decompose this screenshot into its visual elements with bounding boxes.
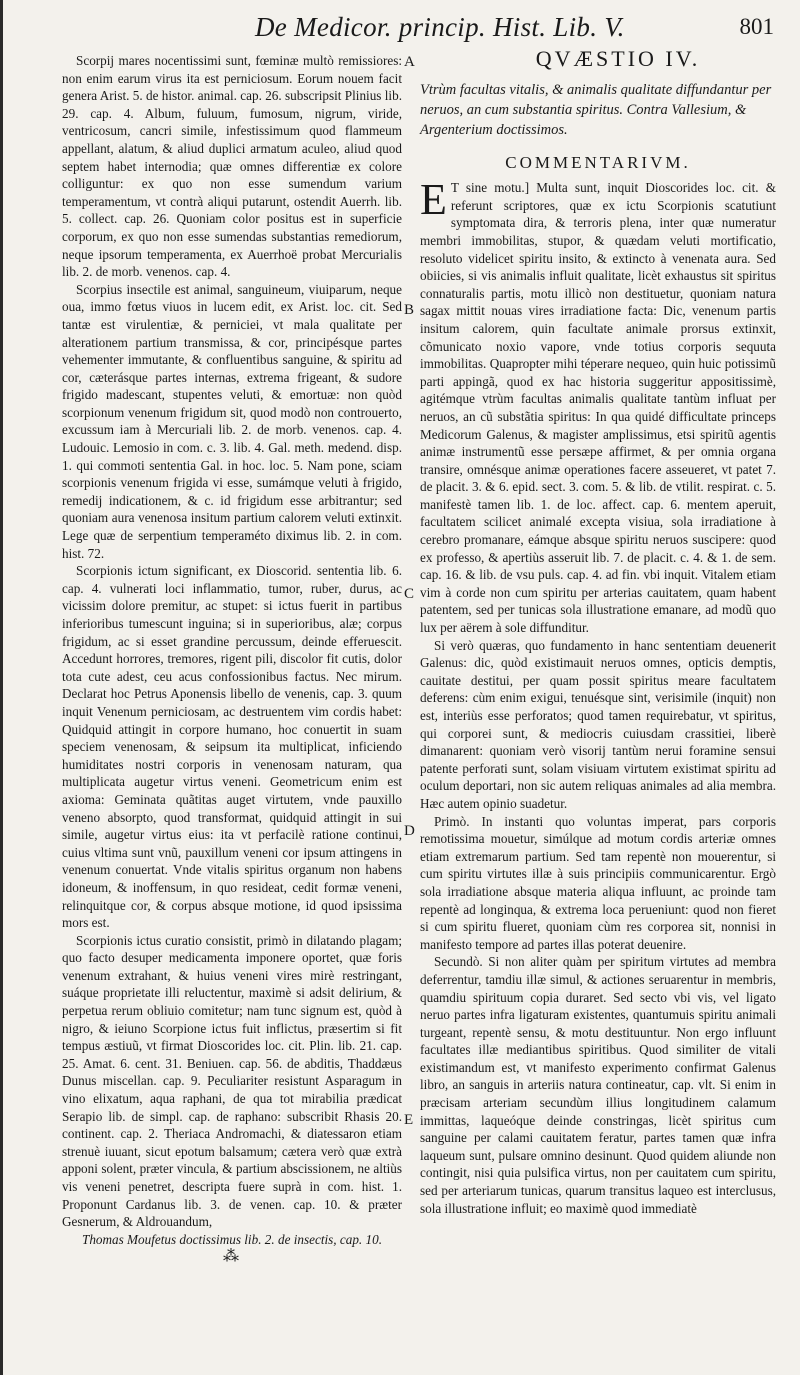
margin-letter-b: B — [404, 302, 415, 318]
left-paragraph-2: Scorpius insectile est animal, sanguineum, viuiparum, neque oua, immo fœtus viuos in lucem edit, ex Arist. loc. cit. Sed tantæ est virulentiæ, & perniciei, vt mala qualitate per alterationem partium transmissa, & cor, principésque partes vehementer immutante, & confluentibus sanguine, & spiritu ad cor, cæterásque partes internas, extrema frigeant, & sudore frigido madescant, stupentes veluti, & emortuæ: non quòd scorpionum venenum frigidum sit, quod modò non controuerto, excussum iam à Mercuriali lib. 2. de morb. venenos. cap. 4. Ludouic. Lemosio in com. c. 3. lib. 4. Gal. meth. medend. disp. 1. qui commoti sententia Gal. in hoc. loc. 5. Nam pone, sciam scorpionis venenum frigida vi esse, sumámque veluti à frigido, remedij indicationem, & c. id frigidum esse arbitrantur; sed quoniam aura venenosa insitum partium calorem veluti extinxit. Lege quæ de serpentium temperaméto diximus lib. 2. in com. hist. 72. — [62, 281, 402, 561]
page-header — [0, 12, 800, 46]
page-number: 801 — [739, 14, 774, 39]
author-line: Thomas Moufetus doctissimus lib. 2. de insectis, cap. 10. — [81, 1231, 382, 1247]
left-paragraph-3: Scorpionis ictum significant, ex Dioscorid. sententia lib. 6. cap. 4. vulnerati loci inflammatio, tumor, ruber, durus, ac vicissim dolore premitur, ac stupet: si ictus fuerit in partibus inferioribus tumescunt inguina; si in superioribus, alæ; corpus frigidum, ac si esset grandine percussum, deinde efferuescit. Accedunt horrores, tremores, rigent pili, discolor fit cutis, dolor tota cute adest, ceu acus confossionibus factus. Nec mirum. Declarat hoc Petrus Aponensis libello de venenis, cap. 3. quum inquit Venenum perniciosam, ac destruentem vim cordis habet: Quidquid attingit in corpore humano, hoc conuertit in suam speciem venenosam, & seipsum ita multiplicat, inficiendo humiditates nostri corporis in venenosam naturam, qua multiplicata augetur virtus veneni. Geometricum enim est axioma: Geminata quãtitas auget virtutem, vnde pauxillo veneno absorpto, quod transformat, quidquid attingit in sui simile, augetur virtus eius: ita vt perfacilè ratione continui, cuius vltima sunt vnũ, pauxillum veneni cor ipsum attingens in venenum conuertat. Vnde vitalis spiritus organum non habens idoneum, & inoffensum, in quo resideat, cedit formæ veneni, relinquitque cor, & corpus absque motione, id quod ipsissima mors est. — [62, 563, 402, 931]
right-paragraph-4: Secundò. Si non aliter quàm per spiritum virtutes ad membra deferrentur, tamdiu illæ simul, & actiones seruarentur in membris, quamdiu spirituum copia duraret. Sed secto vbi vis, vel ligato neruo partes infra ligaturam existentes, quantumuis spiritu animali turgeant, repentè sensu, & motu destituuntur. Non ergo influunt facultates illæ mediantibus spiritibus. Quod similiter de vitali existimandum est, vt manifesto experimento confirmat Galenus libro, an sanguis in arteriis natura contineatur, cap. vlt. Si enim in præcisam arteriam secundùm illius longitudinem calamum immittas, laqueóque deinde constringas, licèt spiritus cum sanguine per calami cauitatem feratur, partes tamen quæ infra laqueum sunt, pulsare omnino desinunt. Quod quidem aliunde non contingit, nisi quia pulsifica virtus, non per cauitatem cum spiritu, sed per arteriarum tunicas, quarum transitus laqueo est interclusus, sola illustratione influit; eo maximè quod immediatè — [420, 954, 776, 1216]
margin-letter-d: D — [404, 823, 415, 839]
left-paragraph-4: Scorpionis ictus curatio consistit, primò in dilatando plagam; quo facto desuper medicamenta imponere oportet, quæ foris venenum extrahant, & huius veneni vires mirè restringant, suáque proprietate illi reluctentur, maximè si adsit delirium, & perpetua rerum obliuio comitetur; nam tunc signum est, quòd à nigro, & ieiuno Scorpione ictus fuit inflictus, præsertim si fit tempus æstiuũ, vt firmat Dioscorides loc. cit. Plin. lib. 21. cap. 25. Amat. 6. cent. 31. Beniuen. cap. 56. de abditis, Thaddæus Dunus miscellan. cap. 9. Peculiariter resistunt Asparagum in vino elixatum, aqua raphani, de qua tot mirabilia prædicat Serapio lib. de simpl. cap. de raphano: subscribit Rhasis 20. continent. cap. 2. Theriaca Andromachi, & diatessaron etiam strenuè iuuant, sicut epotum balsamum; cætera verò quæ extrà apponi solent, præter vincula, & partium abscissionem, ne altiùs vis veneni penetret, descripta fuere suprà in com. hist. 1. Proponunt Cardanus lib. 3. de venen. cap. 10. & præter Gesnerum, & Aldrouandum, — [62, 932, 402, 1230]
right-column — [420, 46, 776, 1217]
running-title: De Medicor. princip. Hist. Lib. V. — [255, 12, 625, 42]
right-paragraph-3: Primò. In instanti quo voluntas imperat, pars corporis remotissima mouetur, simúlque ad motum cordis arteriæ omnes etiam extremarum partium. Sed tam repentè non mouerentur, si cum spiritu virtutes illæ à suis principiis communicarentur. Ergò sola irradiatione absque materia aliqua influunt, ac proinde tam repentè ad longinqua, & extrema loca perueniunt: quod non fieret si cum spiritu flueret, quoniam cùm res corporea sit, nonnisi in manifesto tempore ad partes illas poterat deuenire. — [420, 813, 776, 952]
page-binding-edge — [0, 0, 3, 1375]
asterism: ⁂ — [223, 1248, 241, 1266]
question-title: Vtrùm facultas vitalis, & animalis qualitate diffundantur per neruos, an cum substantia spiritus. Contra Vallesium, & Argenterium doctissimos. — [420, 81, 772, 138]
question-heading: QVÆSTIO IV. — [535, 46, 701, 71]
drop-cap: E — [420, 175, 447, 225]
commentary-heading: COMMENTARIVM. — [505, 152, 691, 172]
left-paragraph-1: Scorpij mares nocentissimi sunt, fœminæ multò remissiores: non enim earum virus ita est perniciosum. Eorum nouem facit genera Arist. 5. de histor. animal. cap. 26. subscripsit Plinius lib. 29. cap. 4. Album, fuluum, fumosum, nigrum, viride, ventricosum, cancri simile, infestissimum quod flammeum appellant, alatum, & aliud duplici armatum aculeo, aliud quod septem habet internodia; quæ omnes differentiæ ex colore colliguntur: ex quo non esse sumendum varium temperamentum, vt contrà aliqui putarunt, ostendit Auerrh. lib. 5. collect. cap. 26. Quoniam color positus est in superficie corporum, ex quo non esse sumendas substantias remediorum, neque ipsorum temperamenta, ex Auerrhoë probat Mercurialis lib. 2. de morb. venenos. cap. 4. — [62, 53, 402, 280]
margin-letter-c: C — [404, 586, 415, 602]
left-column — [62, 52, 402, 1266]
commentary-body — [420, 175, 776, 636]
margin-letter-a: A — [404, 54, 415, 70]
right-paragraph-1: T sine motu.] Multa sunt, inquit Dioscorides loc. cit. & referunt scriptores, quæ ex ictu Scorpionis scatutiunt symptomata dira, & terroris plena, inter quæ numeratur membri immobilitas, stupor, & quædam veluti mortificatio, resoluto videlicet spiritu insito, & extincto à venenata aura. Sed obiicies, si vis animalis influit qualitate, licèt exhaustus sit spiritus connaturalis partis, motu illicò non destituetur, quoniam natura sagax mittit nouas vires irradiatione facta: Dic, venenum partis insitum calorem, quin facultate animale prorsus extinxit, cõmunicato noxio vapore, vnde totius corporis sequuta immobilitas. Quapropter mihi téperare nequeo, quin huic potissimũ parti appingã, quod ex hac historia suggeritur appositissimè, agitémque vtrùm facultas animalis qualitate tantùm influat per neruos, an cũ substãtia spiritus: In qua quidé difficultate princeps Medicorum Galenus, & magister amplissimus, etsi spiritũ agentis animæ instrumentũ esse persæpe affirmet, & per omnia organa transire, omnésque animæ operationes facere asseueret, vt patet 7. de placit. 3. & 6. epid. sect. 3. com. 5. & lib. de vtilit. respirat. c. 5. manifestè tamen lib. 1. de loc. affect. cap. 6. mentem aperuit, facultatem scilicet animalé excepta visiua, sola irradiatione à cerebro promanare, eámque absque spiritu neruos suscipere: quod ex professo, & apertiùs asseruit lib. 7. de placit. c. 4. & 1. de sem. cap. 16. & lib. de vsu puls. cap. 4. ad fin. vbi inquit. Vitalem etiam vim à corde non cum spiritu per arterias cauitatem, quam habent patentem, sed per tunicas sola illustratione emanare, ad modũ quo lux per aërem à sole diffunditur. — [420, 180, 776, 636]
margin-letter-e: E — [404, 1112, 414, 1128]
right-paragraph-2: Si verò quæras, quo fundamento in hanc sententiam deuenerit Galenus: dic, quòd existimauit neruos omnes, opticis demptis, cauitate destitui, per quam possit spiritus meare facultatem deferens: cùm enim exigui, tenuésque sint, verisimile (inquit) non est, interiùs esse perforatos; quod tamen requirebatur, vt spiritus, qui corporei sunt, & mediocris cuiusdam crassitiei, liberè dimanarent: quoniam verò visorij tantùm nerui foramine sensui patente perforati sunt, solam visiuam virtutem existimat spiritu ad oculum deportari, non sic autem reliquas animales ad alia membra. Hæc autem opinio suadetur. — [420, 637, 776, 811]
